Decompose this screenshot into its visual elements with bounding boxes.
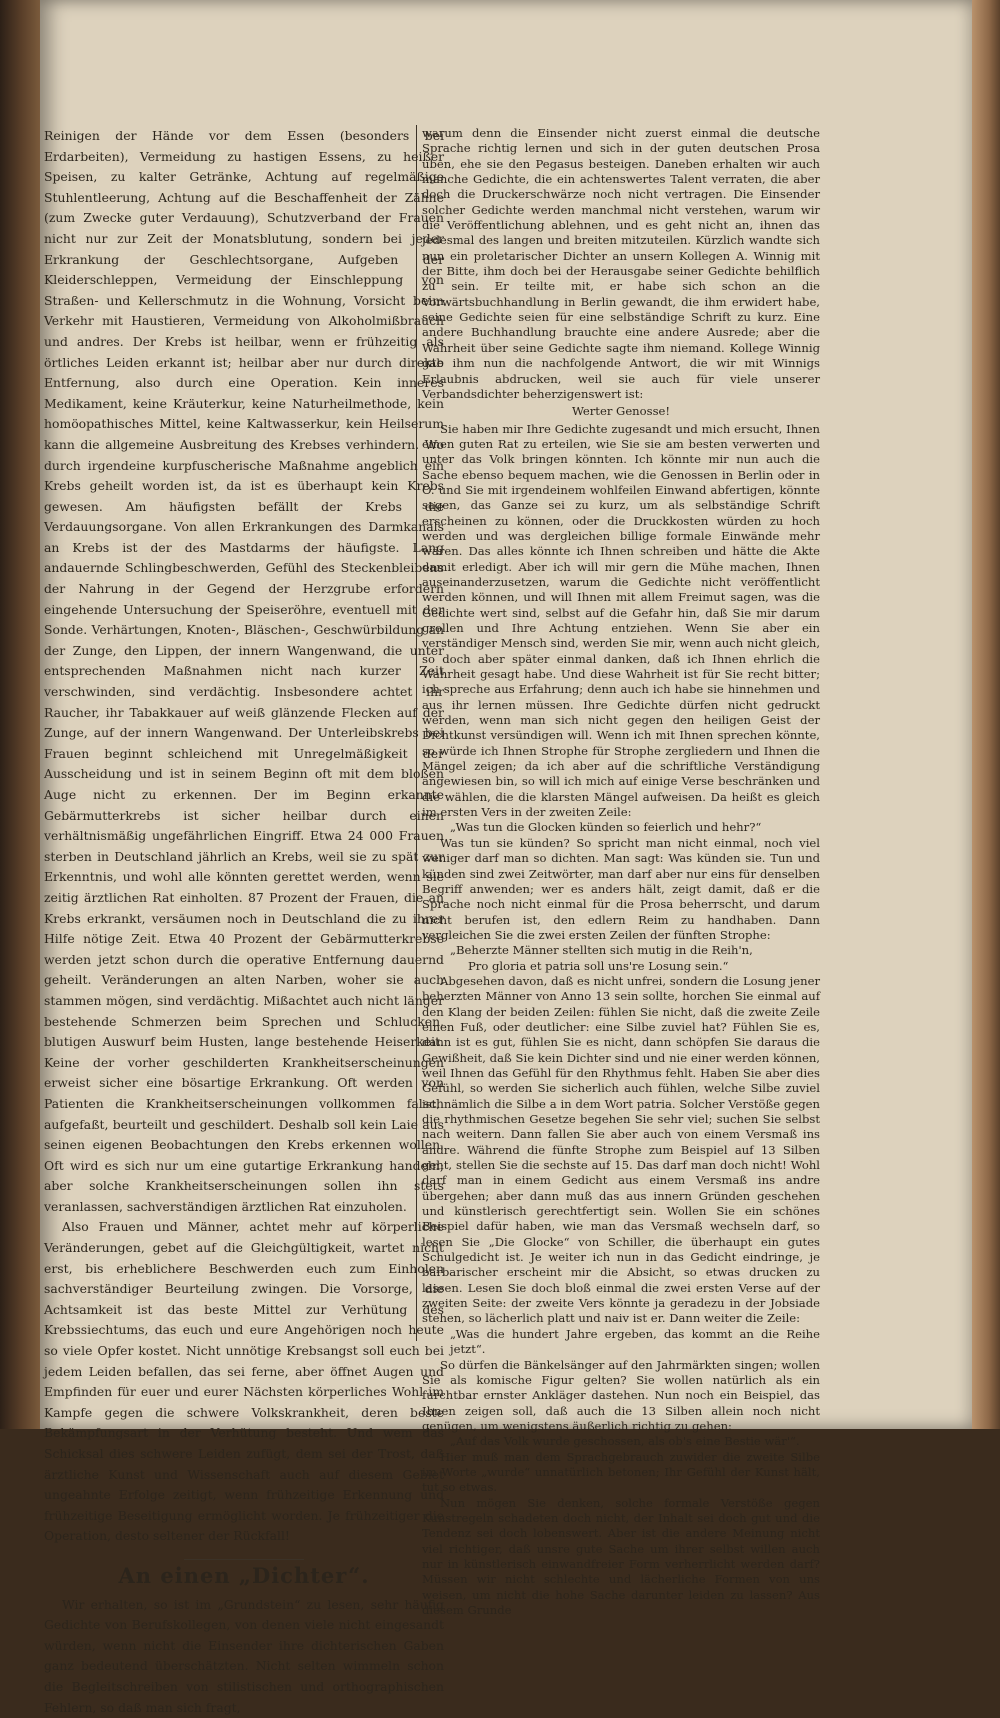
paragraph: warum denn die Einsender nicht zuerst einmal die deutsche Sprache richtig lernen und sich in der guten deutschen Prosa üben, ehe sie den Pegasus besteigen. Daneben erhalten wir auch manche Gedichte, die ein achtenswertes Talent verraten, die aber doch die Druckerschwärze noch nicht vertragen. Die Einsender solcher Gedichte werden manchmal nicht verstehen, warum wir die Veröffentlichung ablehnen, und es geht nicht an, ihnen das jedesmal des langen und breiten mitzuteilen. Kürzlich wandte sich nun ein proletarischer Dichter an unsern Kollegen A. Winnig mit der Bitte, ihm doch bei der Herausgabe seiner Gedichte behilflich zu sein. Er teilte mit, er habe sich schon an die Vorwärtsbuchhandlung in Berlin gewandt, die ihm erwidert habe, seine Gedichte seien für eine selbständige Schrift zu kurz. Eine andere Buchhandlung brauchte eine andere Ausrede; aber die Wahrheit über seine Gedichte sagte ihm niemand. Kollege Winnig gab ihm nun die nachfolgende Antwort, die wir mit Winnigs Erlaubnis abdrucken, weil sie auch für viele unserer Verbandsdichter beherzigenswert ist: <box>422 126 820 401</box>
paragraph: So dürfen die Bänkelsänger auf den Jahrmärkten singen; wollen Sie als komische Figur gelten? Sie wollen natürlich als ein furchtbar ernster Ankläger dastehen. Nun noch ein Beispiel, das Ihnen zeigen soll, daß auch die 13 Silben allein noch nicht genügen, um wenigstens äußerlich richtig zu gehen: <box>422 1357 820 1433</box>
article-heading: An einen „Dichter“. <box>118 1562 370 1588</box>
paragraph: Reinigen der Hände vor dem Essen (besonders bei Erdarbeiten), Vermeidung zu hastigen Essens, zu heißer Speisen, zu kalter Getränke, Achtung auf regelmäßige Stuhlentleerung, Achtung auf die Beschaffenheit der Zähne (zum Zwecke guter Verdauung), Schutzverband der Frauen nicht nur zur Zeit der Monatsblutung, sondern bei jeder Erkrankung der Geschlechtsorgane, Aufgeben der Kleiderschleppen, Vermeidung der Einschleppung von Straßen- und Kellerschmutz in die Wohnung, Vorsicht beim Verkehr mit Haustieren, Vermeidung von Alkoholmißbrauch und andres. Der Krebs ist heilbar, wenn er frühzeitig als örtliches Leiden erkannt ist; heilbar aber nur durch direkte Entfernung, also durch eine Operation. Kein inneres Medikament, keine Kräuterkur, keine Naturheilmethode, kein homöopathisches Mittel, keine Kaltwasserkur, kein Heilserum kann die allgemeine Ausbreitung des Krebses verhindern. Wo durch irgendeine kurpfuscherische Maßnahme angeblich ein Krebs geheilt worden ist, da ist es überhaupt kein Krebs gewesen. Am häufigsten befällt der Krebs die Verdauungsorgane. Von allen Erkrankungen des Darmkanals an Krebs ist der des Mastdarms der häufigste. Lang andauernde Schlingbeschwerden, Gefühl des Steckenbleibens der Nahrung in der Gegend der Herzgrube erfordern eingehende Untersuchung der Speiseröhre, eventuell mit der Sonde. Verhärtungen, Knoten-, Bläschen-, Geschwürbildung an der Zunge, den Lippen, der innern Wangenwand, die unter entsprechenden Maßnahmen nicht nach kurzer Zeit verschwinden, sind verdächtig. Insbesondere achtet ihr Raucher, ihr Tabakkauer auf weiß glänzende Flecken auf der Zunge, auf der innern Wangenwand. Der Unterleibskrebs bei Frauen beginnt schleichend mit Unregelmäßigkeit der Ausscheidung und ist in seinem Beginn oft mit dem bloßen Auge nicht zu erkennen. Der im Beginn erkannte Gebärmutterkrebs ist sicher heilbar durch einen verhältnismäßig ungefährlichen Eingriff. Etwa 24 000 Frauen sterben in Deutschland jährlich an Krebs, weil sie zu spät zur Erkenntnis, und wohl alle könnten gerettet werden, wenn sie zeitig ärztlichen Rat einholten. 87 Prozent der Frauen, die an Krebs erkrankt, versäumen noch in Deutschland die zu ihrer Hilfe nötige Zeit. Etwa 40 Prozent der Gebärmutterkrebse werden jetzt schon durch die operative Entfernung dauernd geheilt. Veränderungen an alten Narben, woher sie auch stammen mögen, sind verdächtig. Mißachtet auch nicht länger bestehende Schmerzen beim Sprechen und Schlucken, blutigen Auswurf beim Husten, lange bestehende Heiserkeit. Keine der vorher geschilderten Krankheitserscheinungen erweist sicher eine bösartige Erkrankung. Oft werden von Patienten die Krankheitserscheinungen vollkommen falsch aufgefaßt, beurteilt und geschildert. Deshalb soll kein Laie aus seinen eigenen Beobachtungen den Krebs erkennen wollen. Oft wird es sich nur um eine gutartige Erkrankung handeln; aber solche Krankheitserscheinungen sollen ihn stets veranlassen, sachverständigen ärztlichen Rat einzuholen. <box>44 128 444 1214</box>
paragraph: Nun mögen Sie denken, solche formale Verstöße gegen Kunstregeln schadeten doch nicht, der Inhalt sei doch gut und die Tendenz sei doch lobenswert. Aber ist die andere Meinung nicht viel richtiger, daß unsre gute Sache um ihrer selbst willen auch nur in künstlerisch einwandfreier Form verherrlicht werden darf? Müssen wir nicht schlechte und lächerliche Formen von uns weisen, um nicht die hohe Sache darunter leiden zu lassen? Aus diesem Grunde <box>422 1495 820 1617</box>
page-edge <box>972 0 1000 1429</box>
newspaper-page <box>40 0 972 1715</box>
book-binding <box>0 0 40 1429</box>
paragraph: Abgesehen davon, daß es nicht unfrei, sondern die Losung jener beherzten Männer von Anno 13 sein sollte, horchen Sie einmal auf den Klang der beiden Zeilen: fühlen Sie nicht, daß die zweite Zeile einen Fuß, oder deutlicher: eine Silbe zuviel hat? Fühlen Sie es, dann ist es gut, fühlen Sie es nicht, dann schöpfen Sie daraus die Gewißheit, daß Sie kein Dichter sind und nie einer werden können, weil Ihnen das Gefühl für den Rhythmus fehlt. Haben Sie aber dies Gefühl, so werden Sie sicherlich auch fühlen, welche Silbe zuviel ist, nämlich die Silbe a in dem Wort patria. Solcher Verstöße gegen die rhythmischen Gesetze begehen Sie sehr viel; suchen Sie selbst nach weitern. Dann fallen Sie aber auch von einem Versmaß ins andre. Während die fünfte Strophe zum Beispiel auf 13 Silben geht, stellen Sie die sechste auf 15. Das darf man doch nicht! Wohl darf man in einem Gedicht aus einem Versmaß ins andre übergehen; aber dann muß das aus innern Gründen geschehen und künstlerisch gerechtfertigt sein. Wollen Sie ein schönes Beispiel dafür haben, wie man das Versmaß wechseln darf, so lesen Sie „Die Glocke“ von Schiller, die überhaupt ein gutes Schulgedicht ist. Je weiter ich nun in das Gedicht eindringe, je barbarischer erscheint mir die Absicht, so etwas drucken zu lassen. Lesen Sie doch bloß einmal die zwei ersten Verse auf der zweiten Seite: der zweite Vers könnte ja geradezu in der Jobsiade stehen, so lächerlich platt und naiv ist er. Dann weiter die Zeile: <box>422 973 820 1326</box>
paragraph: Hier muß man dem Sprachgebrauch zuwider die zweite Silbe im Worte „wurde“ unnatürlich betonen; Ihr Gefühl der Kunst hält, tut so etwas. <box>422 1449 820 1495</box>
section-rule <box>184 1559 304 1560</box>
paragraph: Wir erhalten, so ist im „Grundstein“ zu lesen, sehr häufig Gedichte von Berufskollegen, von denen viele nicht eingesandt würden, wenn nicht die Einsender ihre dichterischen Gaben ganz bedeutend überschätzten. Nicht selten wimmeln schon die Begleitschreiben von stilistischen und orthographischen Fehlern, so daß man sich fragt, <box>44 1596 444 1715</box>
salutation: Werter Genosse! <box>571 404 671 419</box>
quoted-verse: „Auf das Volk wurde geschossen, als ob's eine Bestie wär'“. <box>450 1434 800 1449</box>
paragraph: Was tun sie künden? So spricht man nicht einmal, noch viel weniger darf man so dichten. Man sagt: Was künden sie. Tun und künden sind zwei Zeitwörter, man darf aber nur eins für denselben Begriff anwenden; wer es anders hält, zeigt damit, daß er die Sprache noch nicht einmal für die Prosa beherrscht, und darum nicht berufen ist, den edlern Reim zu handhaben. Dann vergleichen Sie die zwei ersten Zeilen der fünften Strophe: <box>422 835 820 942</box>
quoted-verse: Pro gloria et patria soll uns're Losung sein.“ <box>468 958 729 973</box>
paragraph: Also Frauen und Männer, achtet mehr auf körperliche Veränderungen, gebet auf die Gleichgültigkeit, wartet nicht erst, bis erheblichere Beschwerden euch zum Einholen sachverständiger Beurteilung zwingen. Die Vorsorge, die Achtsamkeit ist das beste Mittel zur Verhütung des Krebssiechtums, das euch und eure Angehörigen noch heute so viele Opfer kostet. Nicht unnötige Krebsangst soll euch bei jedem Leiden befallen, das sei ferne, aber öffnet Augen und Empfinden für euer und eurer Nächsten körperliches Wohl im Kampfe gegen die schwere Volkskrankheit, deren beste Bekämpfungsart in der Verhütung besteht. Und wem das Schicksal dies schwere Leiden zufügt, dem sei der Trost, daß ärztliche Kunst und Wissenschaft auch auf diesem Gebiet ungeahnte Erfolge zeitigt, wenn frühzeitige Erkennung und frühzeitige Beseitigung ermöglicht worden. Je frühzeitiger die Operation, desto seltener der Rückfall! <box>44 1219 444 1544</box>
quoted-verse: „Was tun die Glocken künden so feierlich und hehr?“ <box>450 820 762 835</box>
quoted-verse: „Was die hundert Jahre ergeben, das kommt an die Reihe jetzt“. <box>450 1326 820 1357</box>
quoted-verse: „Beherzte Männer stellten sich mutig in die Reih'n, <box>450 943 753 958</box>
right-column <box>422 126 820 1617</box>
paragraph: Sie haben mir Ihre Gedichte zugesandt und mich ersucht, Ihnen einen guten Rat zu erteilen, wie Sie sie am besten verwerten und unter das Volk bringen könnten. Ich könnte mir nun auch die Sache ebenso bequem machen, wie die Genossen in Berlin oder in O. und Sie mit irgendeinem wohlfeilen Einwand abfertigen, könnte sagen, das Ganze sei zu kurz, um als selbständige Schrift erscheinen zu können, oder die Druckkosten würden zu hoch werden und was dergleichen billige formale Einwände mehr wären. Das alles könnte ich Ihnen schreiben und hätte die Akte damit erledigt. Aber ich will mir gern die Mühe machen, Ihnen auseinanderzusetzen, warum die Gedichte nicht veröffentlicht werden können, und will Ihnen mit allem Freimut sagen, was die Gedichte wert sind, selbst auf die Gefahr hin, daß Sie mir darum grollen und Ihre Achtung entziehen. Wenn Sie aber ein verständiger Mensch sind, werden Sie mir, wenn auch nicht gleich, so doch aber später einmal danken, daß ich Ihnen ehrlich die Wahrheit gesagt habe. Und diese Wahrheit ist für Sie recht bitter; ich spreche aus Erfahrung; denn auch ich habe sie hinnehmen und aus ihr lernen müssen. Ihre Gedichte dürfen nicht gedruckt werden, wenn man sich nicht gegen den heiligen Geist der Dichtkunst versündigen will. Wenn ich mit Ihnen sprechen könnte, so würde ich Ihnen Strophe für Strophe zergliedern und Ihnen die Mängel zeigen; da ich aber auf die schriftliche Verständigung angewiesen bin, so will ich mich auf einige Verse beschränken und die wählen, die die klarsten Mängel aufweisen. Da heißt es gleich im ersten Vers in der zweiten Zeile: <box>422 421 820 820</box>
left-column <box>44 126 444 1715</box>
